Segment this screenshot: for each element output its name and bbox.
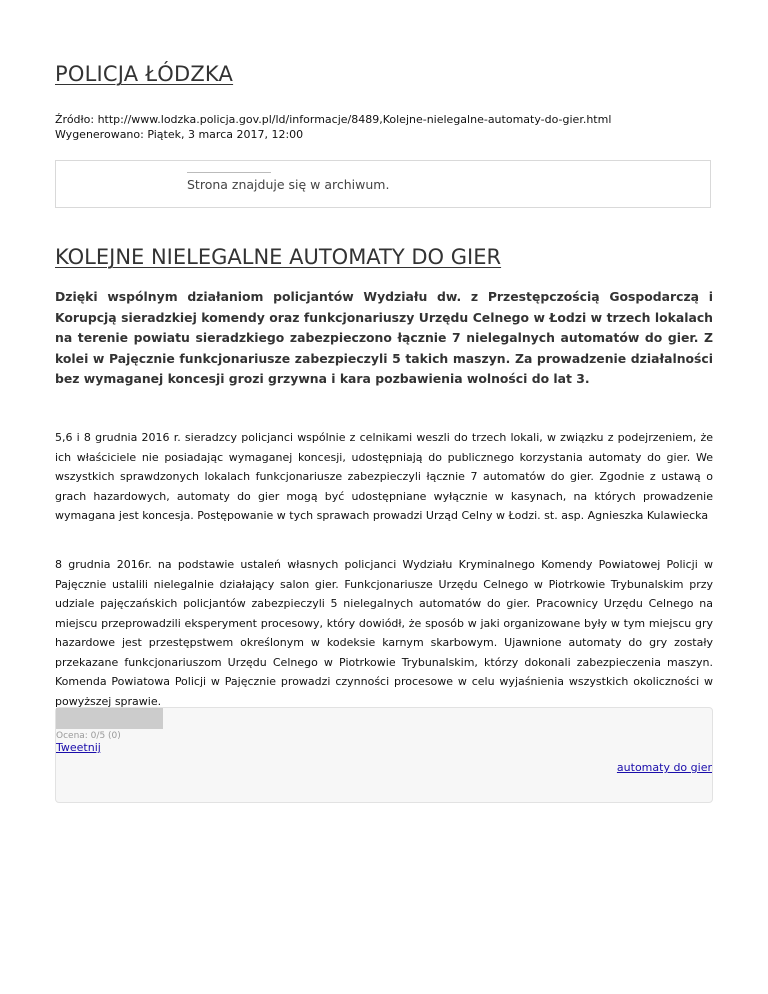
article-paragraph-2: 8 grudnia 2016r. na podstawie ustaleń własnych policjanci Wydziału Kryminalnego Komendy Powiatowej Policji w Pajęcznie ustalili nielegalnie działający salon gier. Funkcjonariusze Urzędu Celnego w Piotrkowie Trybunalskim przy udziale pajęczańskich policjantów zabezpieczyli 5 nielegalnych automatów do gier. Pracownicy Urzędu Celnego na miejscu przeprowadzili eksperyment procesowy, który dowiódł, że sposób w jaki organizowane były w tym miejscu gry hazardowe jest przestępstwem określonym w kodeksie karnym skarbowym. Ujawnione automaty do gry zostały przekazane funkcjonariuszom Urzędu Celnego w Piotrkowie Trybunalskim, którzy dokonali zabezpieczenia maszyn. Komenda Powiatowa Policji w Pajęcznie prowadzi czynności procesowe w celu wyjaśnienia wszystkich okoliczności w powyższej sprawie. — [55, 558, 713, 708]
article-paragraph-1: 5,6 i 8 grudnia 2016 r. sieradzcy policjanci wspólnie z celnikami weszli do trzech lokali, w związku z podejrzeniem, że ich właściciele nie posiadając wymaganej koncesji, udostępniają do publicznego korzystania automaty do gier. We wszystkich sprawdzonych lokalach funkcjonariusze zabezpieczyli łącznie 7 automatów do gier. Zgodnie z ustawą o grach hazardowych, automaty do gier mogą być udostępniane wyłącznie w kasynach, na których prowadzenie wymagana jest koncesja. Postępowanie w tych sprawach prowadzi Urząd Celny w Łodzi. st. asp. Agnieszka Kulawiecka — [55, 431, 713, 522]
article-title: KOLEJNE NIELEGALNE AUTOMATY DO GIER — [55, 245, 502, 269]
source-url: Źródło: http://www.lodzka.policja.gov.pl/ld/informacje/8489,Kolejne-nielegalne-automaty-do-gier.html — [55, 113, 612, 126]
tweet-link[interactable]: Tweetnij — [56, 741, 101, 754]
tag-link[interactable]: automaty do gier — [616, 761, 712, 774]
article-footer — [55, 707, 713, 803]
generated-date: Wygenerowano: Piątek, 3 marca 2017, 12:00 — [55, 128, 304, 141]
archive-divider — [187, 172, 271, 173]
document-meta — [55, 112, 611, 142]
rating-stars-bar[interactable] — [56, 708, 163, 729]
rating-text: Ocena: 0/5 (0) — [56, 731, 121, 741]
article-lead: Dzięki wspólnym działaniom policjantów Wydziału dw. z Przestępczością Gospodarczą i Korupcją sieradzkiej komendy oraz funkcjonariuszy Urzędu Celnego w Łodzi w trzech lokalach na terenie powiatu sieradzkiego zabezpieczono łącznie 7 nielegalnych automatów do gier. Z kolei w Pajęcznie funkcjonariusze zabezpieczyli 5 takich maszyn. Za prowadzenie działalności bez wymaganej koncesji grozi grzywna i kara pozbawienia wolności do lat 3. — [55, 289, 713, 386]
archive-notice-box — [55, 160, 711, 208]
site-title: POLICJA ŁÓDZKA — [55, 62, 234, 86]
archive-notice: Strona znajduje się w archiwum. — [187, 177, 390, 192]
